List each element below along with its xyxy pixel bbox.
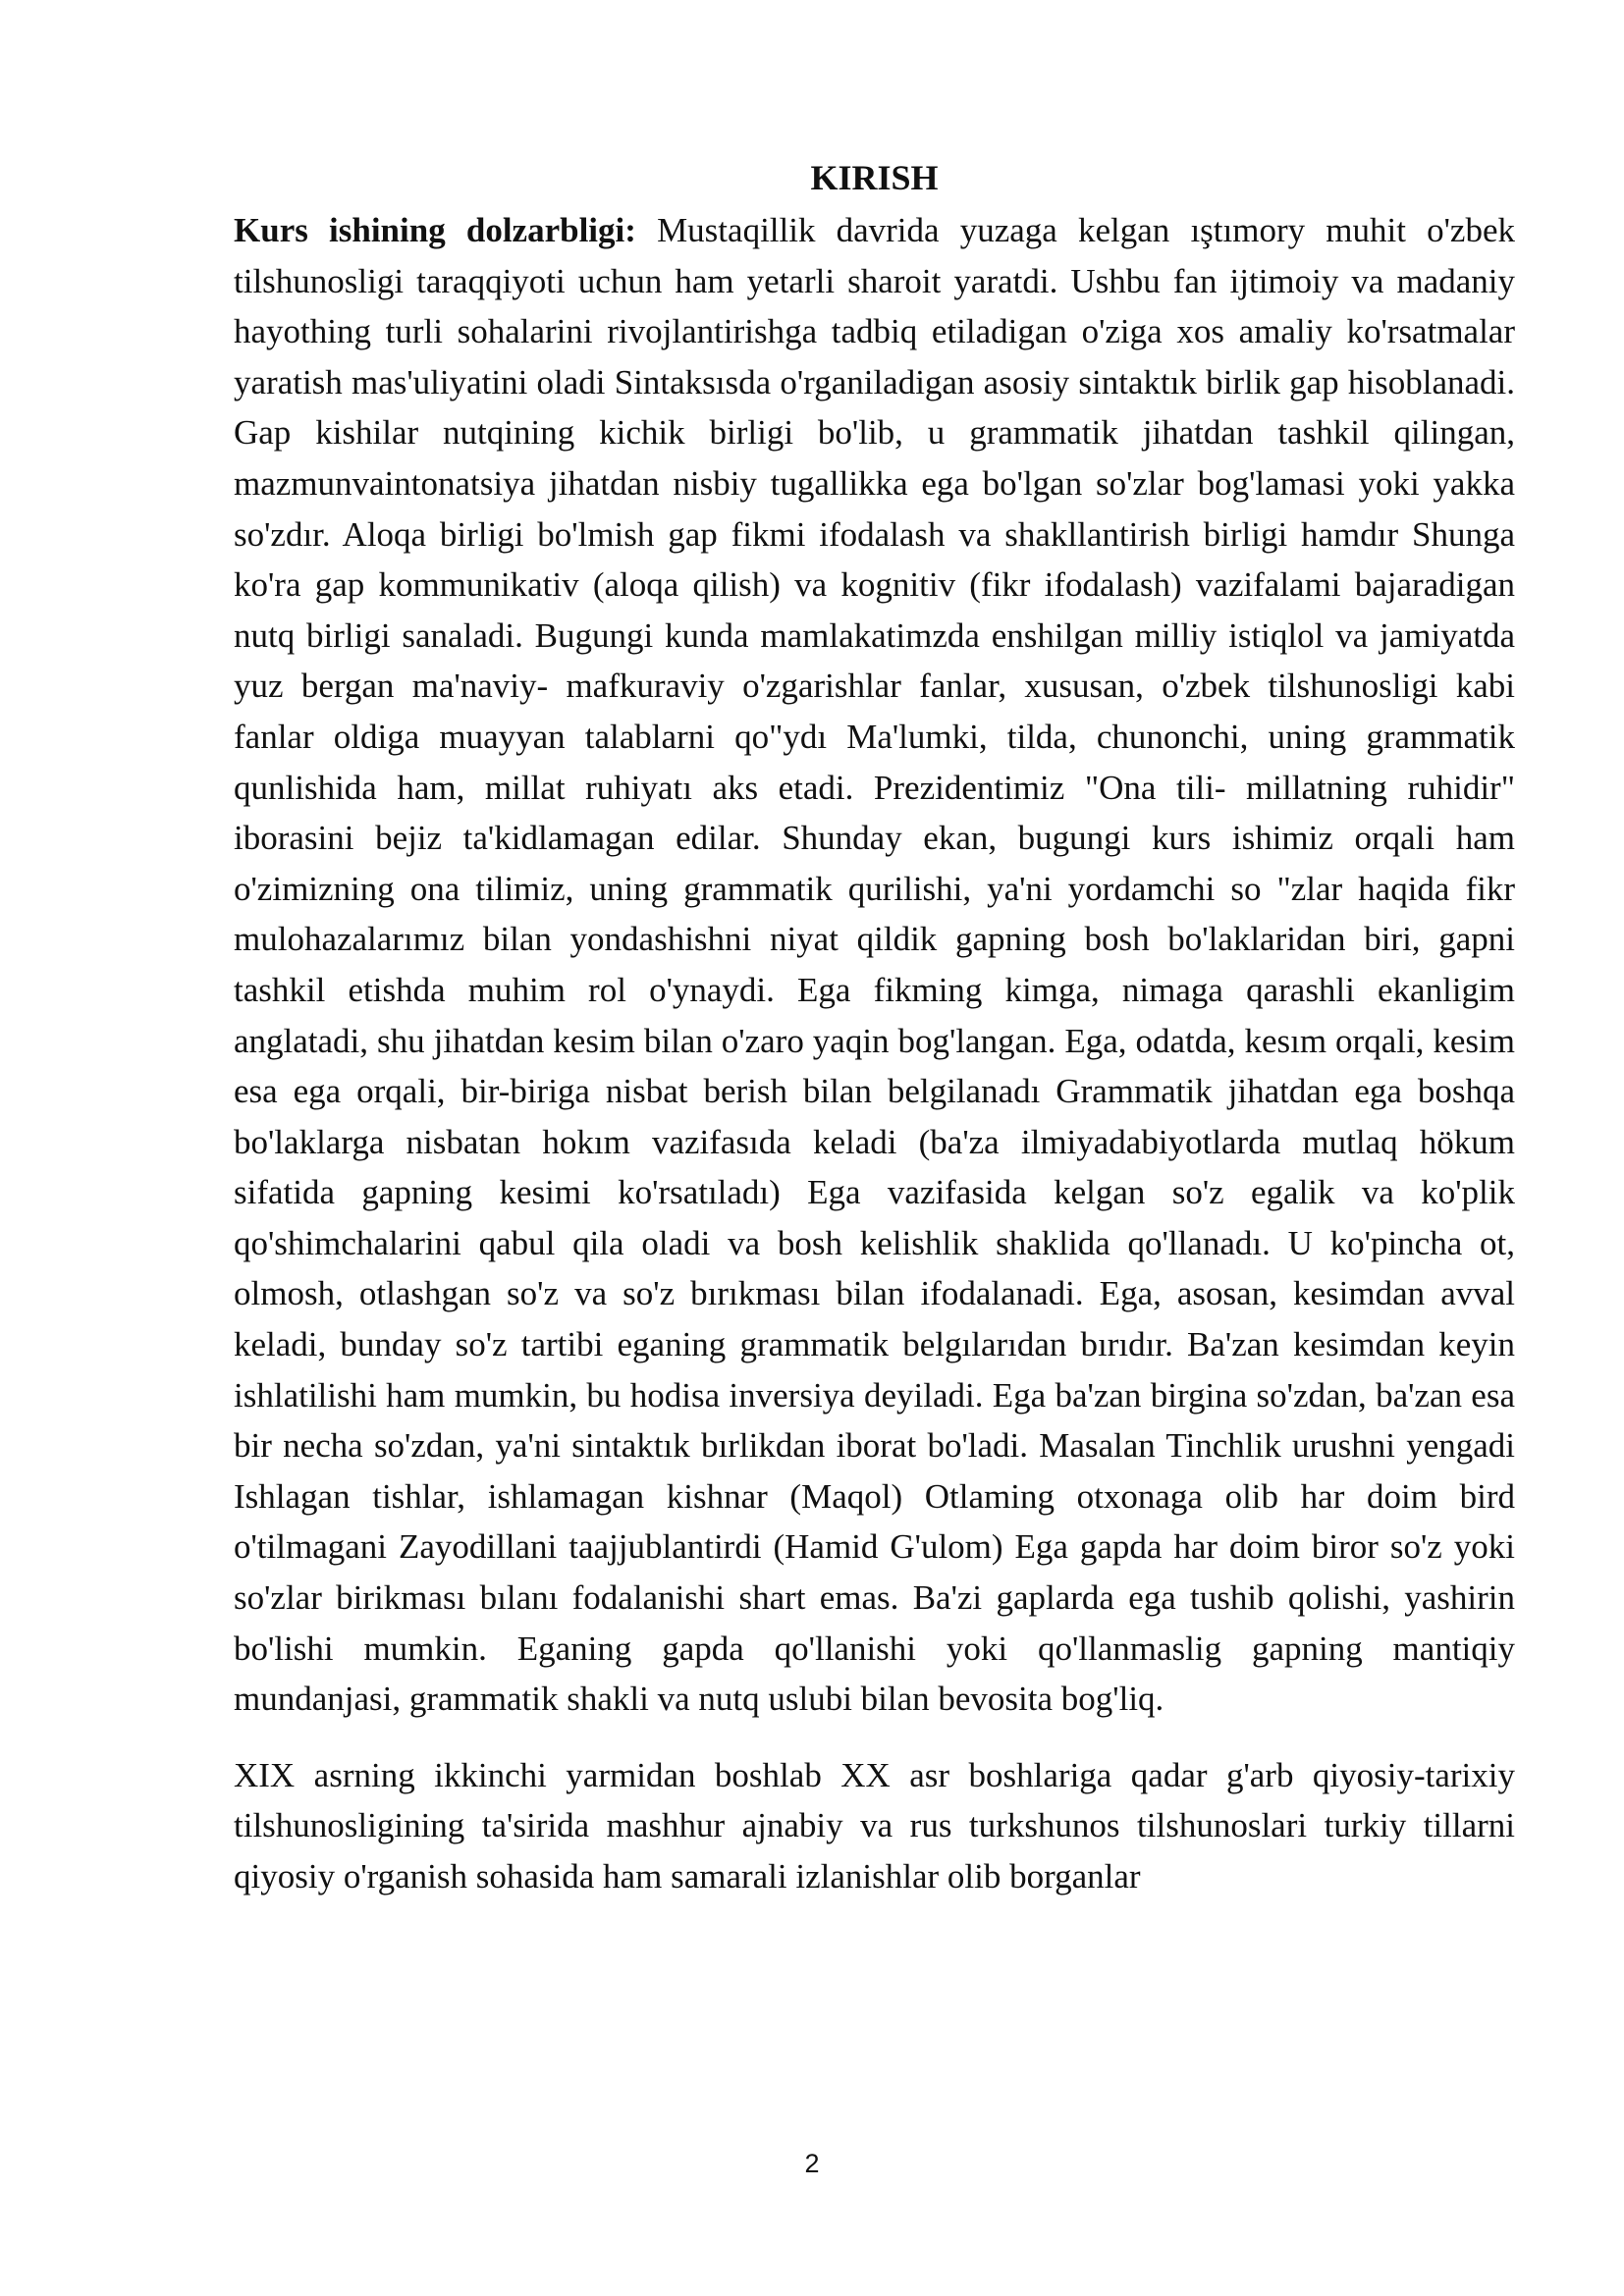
section-title: KIRISH <box>810 158 939 197</box>
document-page <box>234 152 1515 1902</box>
intro-text: Mustaqillik davrida yuzaga kelgan ıştımory muhit o'zbek tilshunosligi taraqqiyoti uchun ham yetarli sharoit yaratdi. Ushbu fan ijtimoiy va madaniy hayothing turli sohalarini rivojlantirishga tadbiq etiladigan o'ziga xos amaliy ko'rsatmalar yaratish mas'uliyatini oladi Sintaksısda o'rganiladigan asosiy sintaktık birlik gap hisoblanadi. Gap kishilar nutqining kichik birligi bo'lib, u grammatik jihatdan tashkil qilingan, mazmunvaintonatsiya jihatdan nisbiy tugallikka ega bo'lgan so'zlar bog'lamasi yoki yakka so'zdır. Aloqa birligi bo'lmish gap fikmi ifodalash va shakllantirish birligi hamdır Shunga ko'ra gap kommunikativ (aloqa qilish) va kognitiv (fikr ifodalash) vazifalami bajaradigan nutq birligi sanaladi. Bugungi kunda mamlakatimzda enshilgan milliy istiqlol va jamiyatda yuz bergan ma'naviy- mafkuraviy o'zgarishlar fanlar, xususan, o'zbek tilshunosligi kabi fanlar oldiga muayyan talablarni qo"ydı Ma'lumki, tilda, chunonchi, uning grammatik qunlishida ham, millat ruhiyatı aks etadi. Prezidentimiz "Ona tili- millatning ruhidir" iborasini bejiz ta'kidlamagan edilar. Shunday ekan, bugungi kurs ishimiz orqali ham o'zimizning ona tilimiz, uning grammatik qurilishi, ya'ni yordamchi so "zlar haqida fikr mulohazalarımız bilan yondashishni niyat qildik gapning bosh bo'laklaridan biri, gapni tashkil etishda muhim rol o'ynaydi. Ega fikming kimga, nimaga qarashli ekanligim anglatadi, shu jihatdan kesim bilan o'zaro yaqin bog'langan. Ega, odatda, kesım orqali, kesim esa ega orqali, bir-biriga nisbat berish bilan belgilanadı Grammatik jihatdan ega boshqa bo'laklarga nisbatan hokım vazifasıda keladi (ba'za ilmiyadabiyotlarda mutlaq hökum sifatida gapning kesimi ko'rsatıladı) Ega vazifasida kelgan so'z egalik va ko'plik qo'shimchalarini qabul qila oladi va bosh kelishlik shaklida qo'llanadı. U ko'pincha ot, olmosh, otlashgan so'z va so'z bırıkması bilan ifodalanadi. Ega, asosan, kesimdan avval keladi, bunday so'z tartibi eganing grammatik belgılarıdan bırıdır. Ba'zan kesimdan keyin ishlatilishi ham mumkin, bu hodisa inversiya deyiladi. Ega ba'zan birgina so'zdan, ba'zan esa bir necha so'zdan, ya'ni sintaktık bırlikdan iborat bo'ladi. Masalan Tinchlik urushni yengadi Ishlagan tishlar, ishlamagan kishnar (Maqol) Otlaming otxonaga olib har doim bird o'tilmagani Zayodillani taajjublantirdi (Hamid G'ulom) Ega gapda har doim biror so'z yoki so'zlar birikması bılanı fodalanishi shart emas. Ba'zi gaplarda ega tushib qolishi, yashirin bo'lishi mumkin. Eganing gapda qo'llanishi yoki qo'llanmaslig gapning mantiqiy mundanjasi, grammatik shakli va nutq uslubi bilan bevosita bog'liq. <box>234 211 1515 1719</box>
second-paragraph: XIX asrning ikkinchi yarmidan boshlab XX asr boshlariga qadar g'arb qiyosiy-tarixiy tilshunosligining ta'sirida mashhur ajnabiy va rus turkshunos tilshunoslari turkiy tillarni qiyosiy o'rganish sohasida ham samarali izlanishlar olib borganlar <box>234 1755 1515 1896</box>
intro-lead: Kurs ishining dolzarbligi: <box>234 211 636 249</box>
intro-paragraph <box>234 205 1515 1725</box>
page-number: 2 <box>804 2149 820 2178</box>
